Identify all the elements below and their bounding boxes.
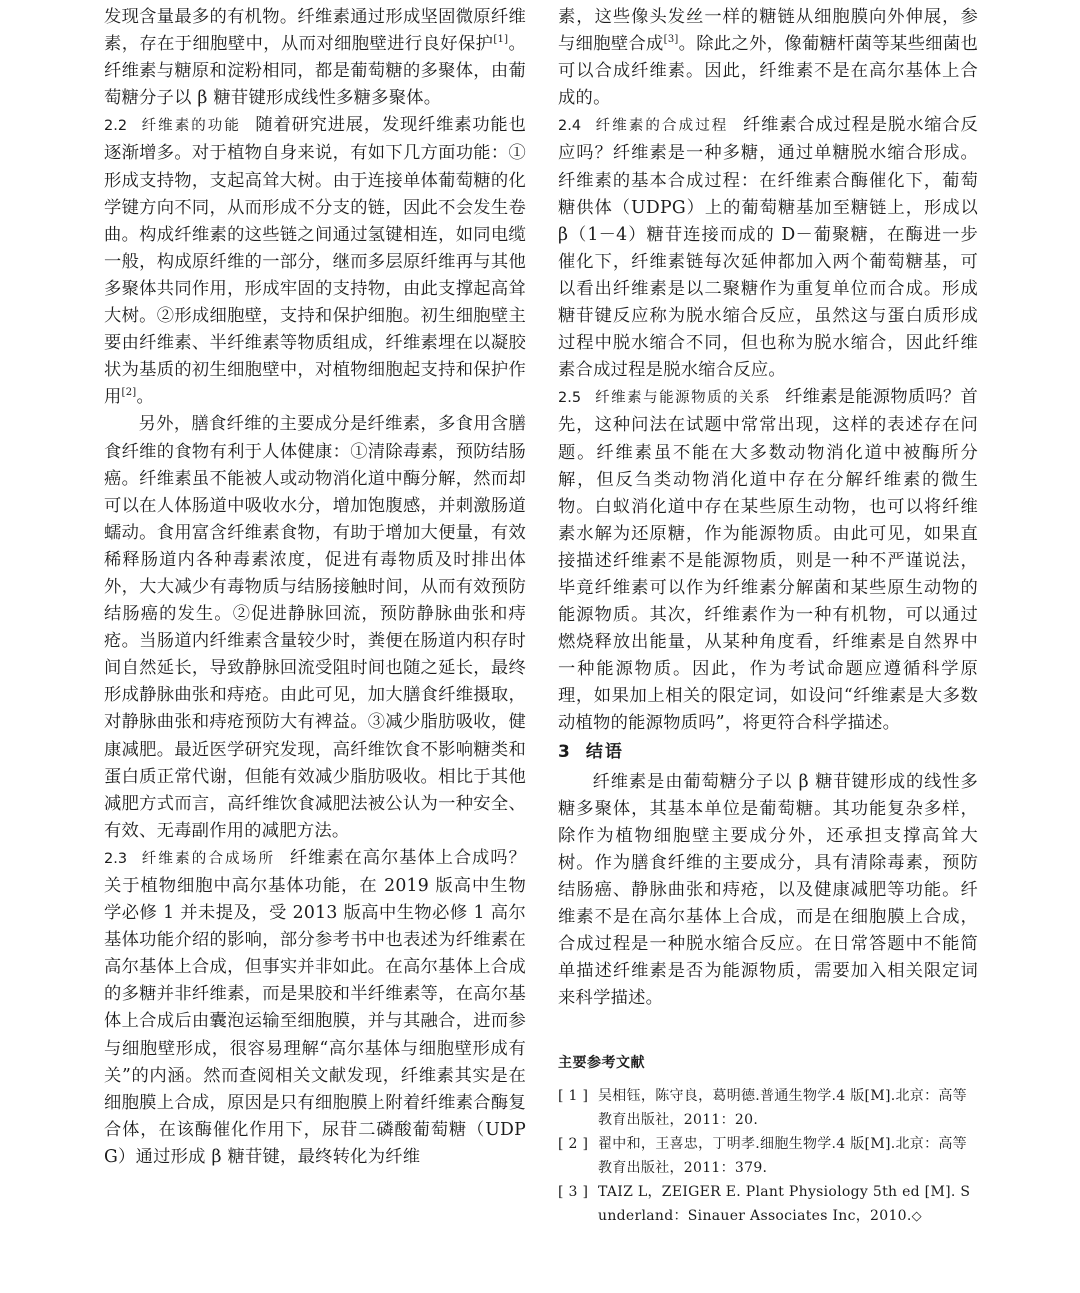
citation-3[interactable]: [3] <box>663 34 679 46</box>
reference-item: [ 3 ] TAIZ L，ZEIGER E. Plant Physiology 5th ed [M]. Sunderland：Sinauer Associates Inc，2010.◇ <box>558 1184 971 1225</box>
section-2-5-heading: 2.5 纤维素与能源物质的关系 <box>558 390 772 407</box>
section-2-4-heading: 2.4 纤维素的合成过程 <box>558 118 729 135</box>
end-mark-icon: ◇ <box>911 1209 922 1225</box>
citation-1[interactable]: [1] <box>493 34 509 46</box>
section-2-2-heading: 2.2 纤维素的功能 <box>104 118 241 135</box>
section-2-4: 2.4 纤维素的合成过程 纤维素合成过程是脱水缩合反应吗？纤维素是一种多糖，通过单糖脱水缩合形成。纤维素的基本合成过程：在纤维素合酶催化下，葡萄糖供体（UDPG）上的葡萄糖基加至糖链上，形成以 β（1－4）糖苷连接而成的 D－葡聚糖，在酶进一步催化下，纤维素链每次延伸都加入两个葡萄糖基，可以看出纤维素是以二聚糖作为重复单位而合成。形成糖苷键反应称为脱水缩合反应，虽然这与蛋白质形成过程中脱水缩合不同，但也称为脱水缩合，因此纤维素合成过程是脱水缩合反应。 <box>558 115 978 381</box>
reference-item: [ 2 ] 翟中和，王喜忠，丁明孝.细胞生物学.4 版[M].北京：高等教育出版社，2011：379. <box>558 1136 967 1177</box>
diet-fiber-paragraph: 另外，膳食纤维的主要成分是纤维素，多食用含膳食纤维的食物有利于人体健康：①清除毒素，预防结肠癌。纤维素虽不能被人或动物消化道中酶分解，然而却可以在人体肠道中吸收水分，增加饱腹感，并刺激肠道蠕动。食用富含纤维素食物，有助于增加大便量，有效稀释肠道内各种毒素浓度，促进有毒物质及时排出体外，大大减少有毒物质与结肠接触时间，从而有效预防结肠癌的发生。②促进静脉回流，预防静脉曲张和痔疮。当肠道内纤维素含量较少时，粪便在肠道内积存时间自然延长，导致静脉回流受阻时间也随之延长，最终形成静脉曲张和痔疮。由此可见，加大膳食纤维摄取，对静脉曲张和痔疮预防大有裨益。③减少脂肪吸收，健康减肥。最近医学研究发现，高纤维饮食不影响糖类和蛋白质正常代谢，但能有效减少脂肪吸收。相比于其他减肥方式而言，高纤维饮食减肥法被公认为一种安全、有效、无毒副作用的减肥方法。 <box>104 414 526 841</box>
section-2-3: 2.3 纤维素的合成场所 纤维素在高尔基体上合成吗？关于植物细胞中高尔基体功能，在 2019 版高中生物学必修 1 并未提及，受 2013 版高中生物必修 1 高尔基体功能介绍的影响，部分参考书中也表述为纤维素在高尔基体上合成，但事实并非如此。在高尔基体上合成的多糖并非纤维素，而是果胶和半纤维素等，在高尔基体上合成后由囊泡运输至细胞膜，并与其融合，进而参与细胞壁形成，很容易理解“高尔基体与细胞壁形成有关”的内涵。然而查阅相关文献发现，纤维素其实是在细胞膜上合成，原因是只有细胞膜上附着纤维素合酶复合体，在该酶催化作用下，尿苷二磷酸葡萄糖（UDPG）通过形成 β 糖苷键，最终转化为纤维 <box>104 847 526 1167</box>
intro-paragraph: 发现含量最多的有机物。纤维素通过形成坚固微原纤维素，存在于细胞壁中，从而对细胞壁进行良好保护[1]。纤维素与糖原和淀粉相同，都是葡萄糖的多聚体，由葡萄糖分子以 β 糖苷键形成线性多糖多聚体。 <box>104 7 526 109</box>
section-2-3-heading: 2.3 纤维素的合成场所 <box>104 850 276 867</box>
section-2-2: 2.2 纤维素的功能 随着研究进展，发现纤维素功能也逐渐增多。对于植物自身来说，有如下几方面功能：①形成支持物，支起高耸大树。由于连接单体葡萄糖的化学键方向不同，从而形成不分支的链，因此不会发生卷曲。构成纤维素的这些链之间通过氢键相连，如同电缆一般，构成原纤维的一部分，继而多层原纤维再与其他多聚体共同作用，形成牢固的支持物，由此支撑起高耸大树。②形成细胞壁，支持和保护细胞。初生细胞壁主要由纤维素、半纤维素等物质组成，纤维素埋在以凝胶状为基质的初生细胞壁中，对植物细胞起支持和保护作用[2]。 <box>104 115 526 408</box>
reference-item: [ 1 ] 吴相钰，陈守良，葛明德.普通生物学.4 版[M].北京：高等教育出版社，2011：20. <box>558 1088 967 1129</box>
section-2-5: 2.5 纤维素与能源物质的关系 纤维素是能源物质吗？首先，这种问法在试题中常常出现，这样的表述存在问题。纤维素虽不能在大多数动物消化道中被酶所分解，但反刍类动物消化道中存在分解纤维素的微生物。白蚁消化道中存在某些原生动物，也可以将纤维素水解为还原糖，作为能源物质。由此可见，如果直接描述纤维素不是能源物质，则是一种不严谨说法，毕竟纤维素可以作为纤维素分解菌和某些原生动物的能源物质。其次，纤维素作为一种有机物，可以通过燃烧释放出能量，从某种角度看，纤维素是自然界中一种能源物质。因此，作为考试命题应遵循科学原理，如果加上相关的限定词，如设问“纤维素是大多数动植物的能源物质吗”，将更符合科学描述。 <box>558 387 978 734</box>
continued-paragraph: 素，这些像头发丝一样的糖链从细胞膜向外伸展，参与细胞壁合成[3]。除此之外，像葡糖杆菌等某些细菌也可以合成纤维素。因此，纤维素不是在高尔基体上合成的。 <box>558 7 978 109</box>
references-heading: 主要参考文献 <box>558 1055 645 1072</box>
right-column <box>558 4 978 1229</box>
references-list <box>558 1084 978 1229</box>
left-column <box>104 4 526 1171</box>
conclusion-paragraph: 纤维素是由葡萄糖分子以 β 糖苷键形成的线性多糖多聚体，其基本单位是葡萄糖。其功能复杂多样，除作为植物细胞壁主要成分外，还承担支撑高耸大树。作为膳食纤维的主要成分，具有清除毒素，预防结肠癌、静脉曲张和痔疮，以及健康减肥等功能。纤维素不是在高尔基体上合成，而是在细胞膜上合成，合成过程是一种脱水缩合反应。在日常答题中不能简单描述纤维素是否为能源物质，需要加入相关限定词来科学描述。 <box>558 771 978 1009</box>
section-3-heading: 3 结语 <box>558 741 624 762</box>
citation-2[interactable]: [2] <box>121 387 137 399</box>
